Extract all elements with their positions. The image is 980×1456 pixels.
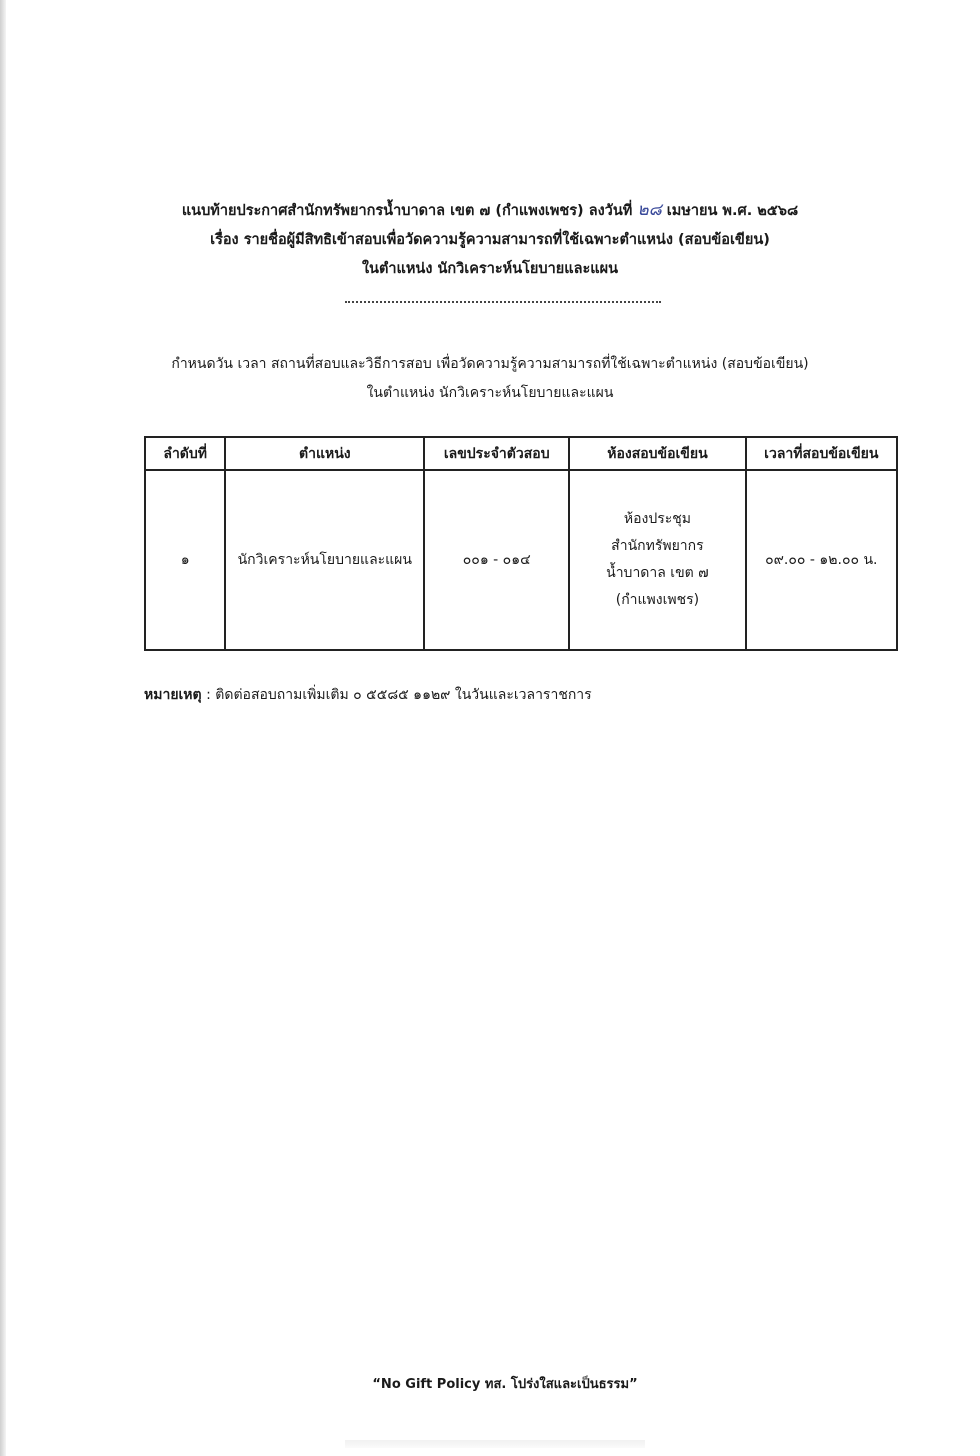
- header-line-1-date: เมษายน พ.ศ. ๒๕๖๘: [666, 203, 799, 219]
- cell-exam-ids: ๐๐๑ - ๐๑๔: [424, 470, 569, 650]
- scan-artifact: [345, 1440, 645, 1448]
- header-exam-id: เลขประจำตัวสอบ: [424, 437, 569, 470]
- table-header-row: [145, 437, 897, 470]
- schedule-heading: [60, 350, 920, 408]
- room-line: สำนักทรัพยากร: [611, 538, 704, 554]
- remark-note: [144, 684, 592, 706]
- document-header: [60, 196, 920, 284]
- page-edge: [0, 0, 6, 1456]
- cell-no: ๑: [145, 470, 225, 650]
- remark-text: : ติดต่อสอบถามเพิ่มเติม ๐ ๕๕๘๕ ๑๑๒๙ ในวันและเวลาราชการ: [201, 687, 592, 703]
- room-line: (กำแพงเพชร): [615, 592, 700, 608]
- room-line: ห้องประชุม: [623, 511, 691, 527]
- header-line-1-text: แนบท้ายประกาศสำนักทรัพยากรน้ำบาดาล เขต ๗ (กำแพงเพชร) ลงวันที่: [181, 203, 633, 219]
- handwritten-day: ๒๘: [637, 200, 662, 220]
- cell-position: นักวิเคราะห์นโยบายและแผน: [225, 470, 424, 650]
- schedule-heading-line-1: กำหนดวัน เวลา สถานที่สอบและวิธีการสอบ เพื่อวัดความรู้ความสามารถที่ใช้เฉพาะตำแหน่ง (สอบข้อเขียน): [171, 356, 809, 372]
- schedule-heading-line-2: ในตำแหน่ง นักวิเคราะห์นโยบายและแผน: [366, 385, 614, 401]
- footer-slogan: “No Gift Policy ทส. โปร่งใสและเป็นธรรม”: [372, 1377, 638, 1392]
- remark-label: หมายเหตุ: [144, 687, 202, 703]
- cell-exam-time: ๐๙.๐๐ - ๑๒.๐๐ น.: [746, 470, 897, 650]
- header-line-1: [60, 196, 920, 226]
- header-position: ตำแหน่ง: [225, 437, 424, 470]
- header-line-3: ในตำแหน่ง นักวิเคราะห์นโยบายและแผน: [361, 261, 619, 277]
- header-exam-time: เวลาที่สอบข้อเขียน: [746, 437, 897, 470]
- room-line: น้ำบาดาล เขต ๗: [606, 565, 709, 581]
- header-line-2: เรื่อง รายชื่อผู้มีสิทธิเข้าสอบเพื่อวัดความรู้ความสามารถที่ใช้เฉพาะตำแหน่ง (สอบข้อเขียน): [210, 232, 770, 248]
- exam-schedule-table: [144, 436, 898, 651]
- table-row: [145, 470, 897, 650]
- dotted-divider: [345, 301, 661, 303]
- header-no: ลำดับที่: [145, 437, 225, 470]
- header-exam-room: ห้องสอบข้อเขียน: [569, 437, 745, 470]
- cell-exam-room: [569, 470, 745, 650]
